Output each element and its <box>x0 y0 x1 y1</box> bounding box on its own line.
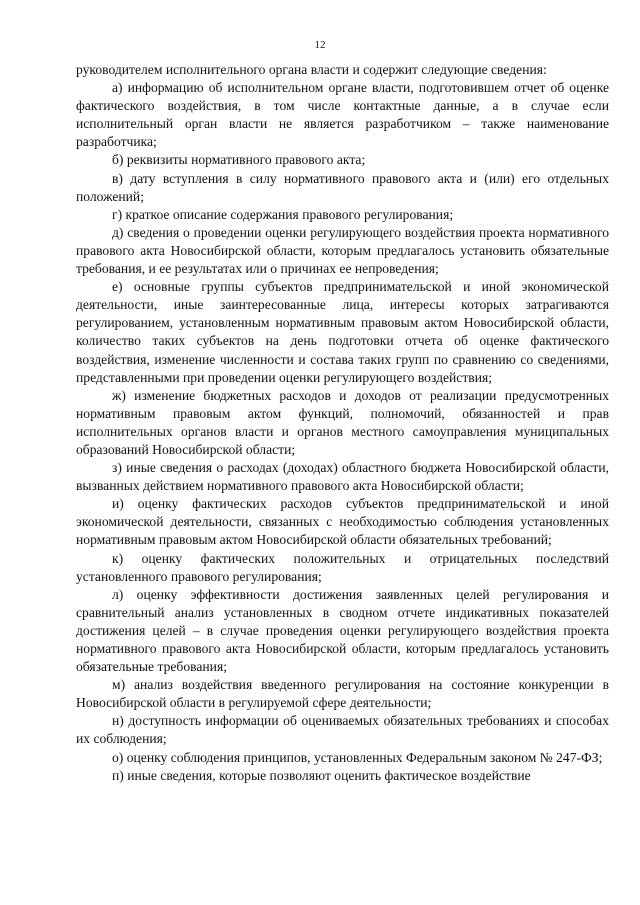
paragraph-item-i: и) оценку фактических расходов субъектов предпринимательской и иной экономической деятельности, связанных с необходимостью соблюдения установленных нормативным правовым актом Новосибирской области обязательных требований; <box>76 496 609 548</box>
paragraph-item-a: а) информацию об исполнительном органе власти, подготовившем отчет об оценке фактического воздействия, в том числе контактные данные, а в случае если исполнительный орган власти не является разработчиком – также наименование разработчика; <box>76 80 609 150</box>
paragraph-item-b: б) реквизиты нормативного правового акта; <box>112 152 366 168</box>
paragraph-item-g: г) краткое описание содержания правового регулирования; <box>112 206 454 222</box>
page-number: 12 <box>314 39 326 51</box>
paragraph-item-z: з) иные сведения о расходах (доходах) областного бюджета Новосибирской области, вызванных действием нормативного правового акта Новосибирской области; <box>76 460 609 494</box>
paragraph-item-e: е) основные группы субъектов предпринимательской и иной экономической деятельности, иные заинтересованные лица, интересы которых затрагиваются регулированием, установленным нормативным правовым актом Новосибирской области, количество таких субъектов на день подготовки отчета об оценке фактического воздействия, изменение численности и состава таких групп по сравнению со сведениями, представленными при проведении оценки регулирующего воздействия; <box>76 279 609 385</box>
paragraph-item-o: о) оценку соблюдения принципов, установленных Федеральным законом № 247-ФЗ; <box>112 749 603 765</box>
paragraph-item-p: п) иные сведения, которые позволяют оценить фактическое воздействие <box>112 767 531 783</box>
paragraph-item-d: д) сведения о проведении оценки регулирующего воздействия проекта нормативного правового акта Новосибирской области, которым предлагалось установить обязательные требования, и ее результатах или о причинах ее непроведения; <box>76 224 609 277</box>
paragraph-item-zh: ж) изменение бюджетных расходов и доходов от реализации предусмотренных нормативным правовым актом функций, полномочий, обязанностей и прав исполнительных органов власти и органов местного самоуправления муниципальных образований Новосибирской области; <box>76 387 609 457</box>
document-body <box>76 61 609 785</box>
paragraph-item-k: к) оценку фактических положительных и отрицательных последствий установленного правового регулирования; <box>76 550 609 584</box>
paragraph-item-l: л) оценку эффективности достижения заявленных целей регулирования и сравнительный анализ установленных в сводном отчете индикативных показателей достижения целей – в случае проведения оценки регулирующего воздействия проекта нормативного правового акта Новосибирской области, которым предлагалось установить обязательные требования; <box>76 586 609 675</box>
paragraph-item-n: н) доступность информации об оцениваемых обязательных требованиях и способах их соблюдения; <box>76 713 609 747</box>
paragraph-item-v: в) дату вступления в силу нормативного правового акта и (или) его отдельных положений; <box>76 170 609 204</box>
paragraph-continuation: руководителем исполнительного органа власти и содержит следующие сведения: <box>76 62 547 77</box>
paragraph-item-m: м) анализ воздействия введенного регулирования на состояние конкуренции в Новосибирской области в регулируемой сфере деятельности; <box>76 677 609 711</box>
